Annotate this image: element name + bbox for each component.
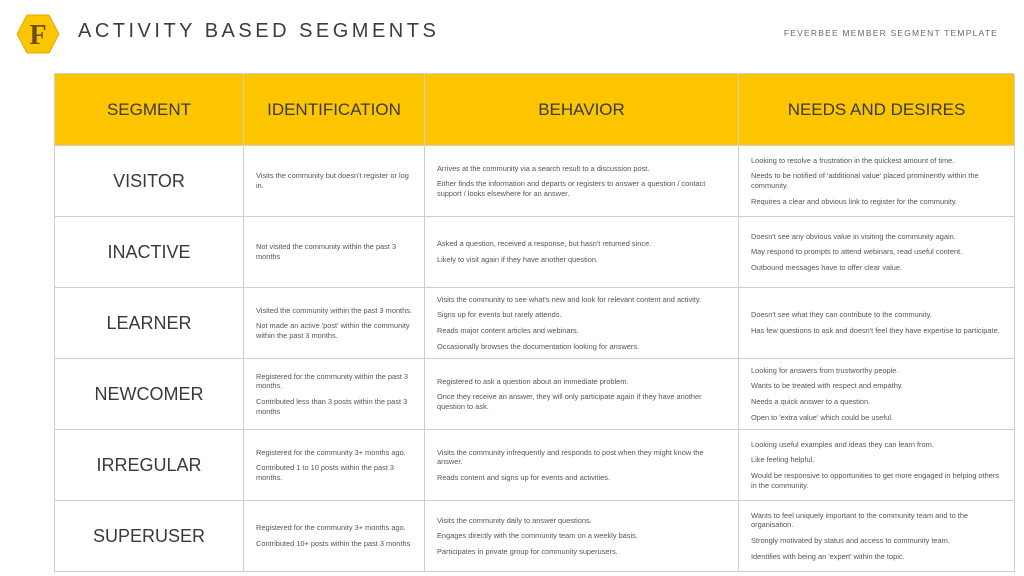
identification-line: Not visited the community within the past 3 months <box>256 242 397 261</box>
needs-line: May respond to prompts to attend webinars, read useful content. <box>751 247 963 257</box>
needs-line: Open to 'extra value' which could be useful. <box>751 412 894 422</box>
behavior-cell <box>425 288 739 359</box>
behavior-line: Registered to ask a question about an immediate problem. <box>437 376 629 386</box>
behavior-line: Visits the community daily to answer questions. <box>437 515 592 525</box>
behavior-cell <box>425 430 739 501</box>
behavior-line: Engages directly with the community team on a weekly basis. <box>437 531 638 541</box>
needs-line: Wants to feel uniquely important to the community team and to the organisation. <box>751 510 969 530</box>
segment-name: INACTIVE <box>55 217 244 288</box>
behavior-line: Reads major content articles and webinars. <box>437 326 579 335</box>
identification-line: Contributed 1 to 10 posts within the past 3 months. <box>256 463 395 482</box>
column-header-behavior: BEHAVIOR <box>425 74 739 146</box>
column-header-identification: IDENTIFICATION <box>244 74 425 146</box>
logo-letter: F <box>29 20 47 51</box>
segments-table <box>54 73 1014 572</box>
needs-line: Doesn't see what they can contribute to the community. <box>751 310 932 320</box>
behavior-cell <box>425 146 739 217</box>
behavior-line: Likely to visit again if they have another question. <box>437 255 599 264</box>
needs-line: Doesn't see any obvious value in visiting the community again. <box>751 231 956 241</box>
behavior-line: Reads content and signs up for events and activities. <box>437 472 610 482</box>
identification-line: Registered for the community 3+ months ago. <box>256 523 406 533</box>
identification-line: Not made an active 'post' within the community within the past 3 months. <box>256 321 410 340</box>
behavior-line: Either finds the information and departs or registers to answer a question / contact support / looks elsewhere for an answer. <box>437 179 706 198</box>
page-title: ACTIVITY BASED SEGMENTS <box>78 20 440 42</box>
needs-line: Needs to be notified of 'additional value' placed prominently within the community. <box>751 171 979 190</box>
column-header-segment: SEGMENT <box>55 74 244 146</box>
needs-line: Outbound messages have to offer clear value. <box>751 262 903 272</box>
behavior-line: Asked a question, received a response, but hasn't returned since. <box>437 239 652 249</box>
needs-line: Strongly motivated by status and access to community team. <box>751 536 950 545</box>
needs-line: Looking useful examples and ideas they can learn from. <box>751 439 934 449</box>
behavior-line: Once they receive an answer, they will only participate again if they have another question to ask. <box>437 392 702 411</box>
needs-line: Requires a clear and obvious link to register for the community. <box>751 196 958 206</box>
identification-line: Contributed 10+ posts within the past 3 months <box>256 539 411 548</box>
segment-name: VISITOR <box>55 146 244 217</box>
needs-cell <box>739 146 1015 217</box>
segment-name: NEWCOMER <box>55 359 244 430</box>
identification-line: Visited the community within the past 3 months. <box>256 305 412 315</box>
needs-cell <box>739 288 1015 359</box>
identification-cell <box>244 288 425 359</box>
needs-line: Looking to resolve a frustration in the quickest amount of time. <box>751 155 955 165</box>
needs-line: Has few questions to ask and doesn't feel they have expertise to participate. <box>751 326 1000 335</box>
behavior-cell <box>425 359 739 430</box>
needs-line: Identifies with being an 'expert' within the topic. <box>751 551 905 561</box>
behavior-line: Arrives at the community via a search result to a discussion post. <box>437 163 650 173</box>
identification-cell <box>244 501 425 572</box>
needs-line: Looking for answers from trustworthy people. <box>751 365 899 375</box>
identification-line: Registered for the community within the past 3 months. <box>256 371 408 391</box>
identification-cell <box>244 217 425 288</box>
behavior-line: Visits the community infrequently and responds to post when they might know the answer. <box>437 447 704 467</box>
behavior-cell <box>425 501 739 572</box>
needs-cell <box>739 501 1015 572</box>
template-subtitle: FEVERBEE MEMBER SEGMENT TEMPLATE <box>783 28 998 38</box>
behavior-cell <box>425 217 739 288</box>
behavior-line: Occasionally browses the documentation looking for answers. <box>437 341 640 351</box>
identification-line: Registered for the community 3+ months ago. <box>256 447 406 457</box>
needs-line: Would be responsive to opportunities to get more engaged in helping others in the community. <box>751 471 1000 490</box>
identification-line: Contributed less than 3 posts within the past 3 months <box>256 397 408 416</box>
needs-cell <box>739 217 1015 288</box>
behavior-line: Signs up for events but rarely attends. <box>437 310 562 320</box>
behavior-line: Visits the community to see what's new and look for relevant content and activity. <box>437 294 702 304</box>
feverbee-logo-icon <box>16 14 60 54</box>
column-header-needs: NEEDS AND DESIRES <box>739 74 1015 146</box>
identification-line: Visits the community but doesn't register or log in. <box>256 171 409 190</box>
identification-cell <box>244 359 425 430</box>
needs-cell <box>739 359 1015 430</box>
needs-line: Needs a quick answer to a question. <box>751 397 871 406</box>
segment-name: SUPERUSER <box>55 501 244 572</box>
segment-name: LEARNER <box>55 288 244 359</box>
needs-cell <box>739 430 1015 501</box>
needs-line: Like feeling helpful. <box>751 455 815 465</box>
behavior-line: Participates in private group for community superusers. <box>437 546 618 556</box>
identification-cell <box>244 146 425 217</box>
segment-name: IRREGULAR <box>55 430 244 501</box>
needs-line: Wants to be treated with respect and empathy. <box>751 381 903 391</box>
identification-cell <box>244 430 425 501</box>
